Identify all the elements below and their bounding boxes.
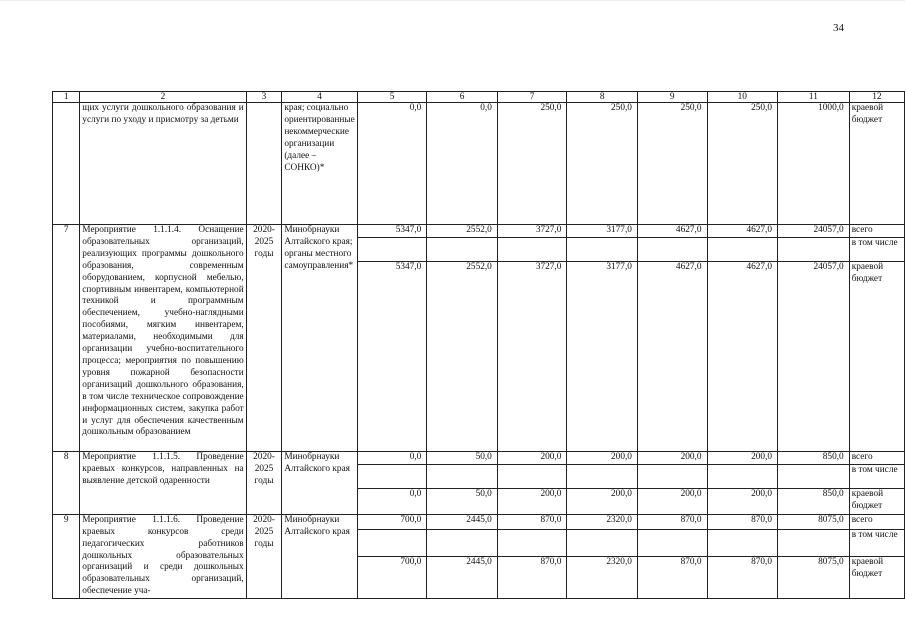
amount-cell: 700,0 bbox=[357, 557, 427, 599]
amount-cell: 0,0 bbox=[427, 103, 498, 225]
funding-source-cell: краевой бюджет bbox=[849, 557, 904, 599]
funding-source-cell: в том числе bbox=[849, 529, 904, 557]
activity-name-cell: Мероприятие 1.1.1.6. Проведение краевых конкурсов среди педагогических работников дошкольных образовательных организаций и среди дошкольных образовательных организаций, обеспечение уча- bbox=[80, 514, 246, 598]
amount-cell: 870,0 bbox=[497, 514, 567, 529]
row-number-cell: 8 bbox=[53, 451, 80, 514]
column-number-header: 10 bbox=[707, 92, 778, 103]
amount-cell: 4627,0 bbox=[637, 225, 707, 238]
executor-cell: Минобрнауки Алтайского края bbox=[282, 451, 357, 514]
header-row bbox=[53, 92, 905, 103]
activity-name-cell: Мероприятие 1.1.1.5. Проведение краевых конкурсов, направленных на выявление детской одаренности bbox=[80, 451, 246, 514]
amount-cell: 5347,0 bbox=[357, 225, 427, 238]
table-row bbox=[53, 225, 905, 238]
column-number-header: 2 bbox=[80, 92, 246, 103]
amount-cell bbox=[357, 237, 427, 261]
column-number-header: 5 bbox=[357, 92, 427, 103]
amount-cell bbox=[778, 464, 850, 488]
amount-cell bbox=[357, 464, 427, 488]
column-number-header: 11 bbox=[778, 92, 850, 103]
amount-cell bbox=[778, 529, 850, 557]
table-row bbox=[53, 451, 905, 464]
table-row bbox=[53, 103, 905, 225]
amount-cell bbox=[637, 529, 707, 557]
column-number-header: 3 bbox=[246, 92, 282, 103]
page-number: 34 bbox=[833, 22, 844, 34]
amount-cell: 50,0 bbox=[427, 451, 498, 464]
amount-cell: 200,0 bbox=[497, 488, 567, 514]
amount-cell bbox=[427, 237, 498, 261]
amount-cell: 8075,0 bbox=[778, 557, 850, 599]
funding-source-cell: краевой бюджет bbox=[849, 488, 904, 514]
funding-source-cell: краевой бюджет bbox=[849, 261, 904, 451]
amount-cell: 3177,0 bbox=[567, 225, 638, 238]
amount-cell: 850,0 bbox=[778, 488, 850, 514]
scan-edge bbox=[0, 0, 905, 1]
amount-cell: 870,0 bbox=[637, 557, 707, 599]
amount-cell bbox=[637, 464, 707, 488]
amount-cell bbox=[778, 237, 850, 261]
amount-cell: 4627,0 bbox=[637, 261, 707, 451]
amount-cell: 250,0 bbox=[567, 103, 638, 225]
amount-cell: 4627,0 bbox=[707, 261, 778, 451]
table-row bbox=[53, 514, 905, 529]
amount-cell: 2445,0 bbox=[427, 557, 498, 599]
amount-cell bbox=[707, 464, 778, 488]
period-cell: 2020-2025 годы bbox=[246, 225, 282, 452]
amount-cell bbox=[707, 237, 778, 261]
table-header bbox=[53, 92, 905, 103]
column-number-header: 12 bbox=[849, 92, 904, 103]
amount-cell: 2320,0 bbox=[567, 514, 638, 529]
amount-cell bbox=[497, 529, 567, 557]
column-number-header: 8 bbox=[567, 92, 638, 103]
amount-cell: 870,0 bbox=[707, 557, 778, 599]
amount-cell: 24057,0 bbox=[778, 261, 850, 451]
amount-cell: 870,0 bbox=[497, 557, 567, 599]
amount-cell bbox=[497, 464, 567, 488]
amount-cell: 24057,0 bbox=[778, 225, 850, 238]
amount-cell: 2445,0 bbox=[427, 514, 498, 529]
amount-cell: 0,0 bbox=[357, 488, 427, 514]
amount-cell bbox=[567, 464, 638, 488]
amount-cell: 250,0 bbox=[497, 103, 567, 225]
amount-cell bbox=[707, 529, 778, 557]
amount-cell: 870,0 bbox=[637, 514, 707, 529]
amount-cell: 3727,0 bbox=[497, 261, 567, 451]
period-cell: 2020-2025 годы bbox=[246, 451, 282, 514]
activity-name-cell: Мероприятие 1.1.1.4. Оснащение образовательных организаций, реализующих программы дошкольного образования, современным оборудованием, корпусной мебелью, спортивным инвентарем, компьютерной техникой и программным обеспечением, учебно-наглядными пособиями, мягким инвентарем, материалами, необходимыми для организации учебно-воспитательного процесса; мероприятия по повышению уровня пожарной безопасности организаций дошкольного образования, в том числе техническое сопровождение информационных систем, закупка работ и услуг для обеспечения качественным дошкольным образованием bbox=[80, 225, 246, 452]
amount-cell: 2320,0 bbox=[567, 557, 638, 599]
executor-cell: Минобрнауки Алтайского края; органы местного самоуправления* bbox=[282, 225, 357, 452]
row-number-cell bbox=[53, 103, 80, 225]
amount-cell bbox=[567, 529, 638, 557]
executor-cell: края; социально ориентированные некоммерческие организации (далее – СОНКО)* bbox=[282, 103, 357, 225]
amount-cell bbox=[427, 529, 498, 557]
amount-cell: 2552,0 bbox=[427, 225, 498, 238]
program-activities-table bbox=[52, 91, 905, 599]
amount-cell: 200,0 bbox=[707, 451, 778, 464]
column-number-header: 9 bbox=[637, 92, 707, 103]
amount-cell: 200,0 bbox=[707, 488, 778, 514]
amount-cell: 50,0 bbox=[427, 488, 498, 514]
amount-cell bbox=[497, 237, 567, 261]
amount-cell: 2552,0 bbox=[427, 261, 498, 451]
amount-cell: 200,0 bbox=[497, 451, 567, 464]
amount-cell: 250,0 bbox=[637, 103, 707, 225]
amount-cell bbox=[567, 237, 638, 261]
table-body bbox=[53, 103, 905, 599]
funding-source-cell: краевой бюджет bbox=[849, 103, 904, 225]
amount-cell: 0,0 bbox=[357, 103, 427, 225]
funding-source-cell: в том числе bbox=[849, 464, 904, 488]
executor-cell: Минобрнауки Алтайского края bbox=[282, 514, 357, 598]
amount-cell: 200,0 bbox=[637, 451, 707, 464]
amount-cell: 4627,0 bbox=[707, 225, 778, 238]
period-cell: 2020-2025 годы bbox=[246, 514, 282, 598]
amount-cell: 250,0 bbox=[707, 103, 778, 225]
row-number-cell: 7 bbox=[53, 225, 80, 452]
activity-name-cell: щих услуги дошкольного образования и услуги по уходу и присмотру за детьми bbox=[80, 103, 246, 225]
funding-source-cell: всего bbox=[849, 451, 904, 464]
funding-source-cell: всего bbox=[849, 225, 904, 238]
amount-cell: 8075,0 bbox=[778, 514, 850, 529]
amount-cell: 200,0 bbox=[637, 488, 707, 514]
amount-cell bbox=[637, 237, 707, 261]
amount-cell: 200,0 bbox=[567, 451, 638, 464]
amount-cell bbox=[357, 529, 427, 557]
amount-cell: 1000,0 bbox=[778, 103, 850, 225]
amount-cell: 0,0 bbox=[357, 451, 427, 464]
amount-cell: 5347,0 bbox=[357, 261, 427, 451]
amount-cell: 3727,0 bbox=[497, 225, 567, 238]
amount-cell bbox=[427, 464, 498, 488]
funding-source-cell: в том числе bbox=[849, 237, 904, 261]
amount-cell: 870,0 bbox=[707, 514, 778, 529]
column-number-header: 4 bbox=[282, 92, 357, 103]
row-number-cell: 9 bbox=[53, 514, 80, 598]
column-number-header: 7 bbox=[497, 92, 567, 103]
column-number-header: 6 bbox=[427, 92, 498, 103]
amount-cell: 850,0 bbox=[778, 451, 850, 464]
amount-cell: 700,0 bbox=[357, 514, 427, 529]
amount-cell: 200,0 bbox=[567, 488, 638, 514]
period-cell bbox=[246, 103, 282, 225]
amount-cell: 3177,0 bbox=[567, 261, 638, 451]
column-number-header: 1 bbox=[53, 92, 80, 103]
funding-source-cell: всего bbox=[849, 514, 904, 529]
